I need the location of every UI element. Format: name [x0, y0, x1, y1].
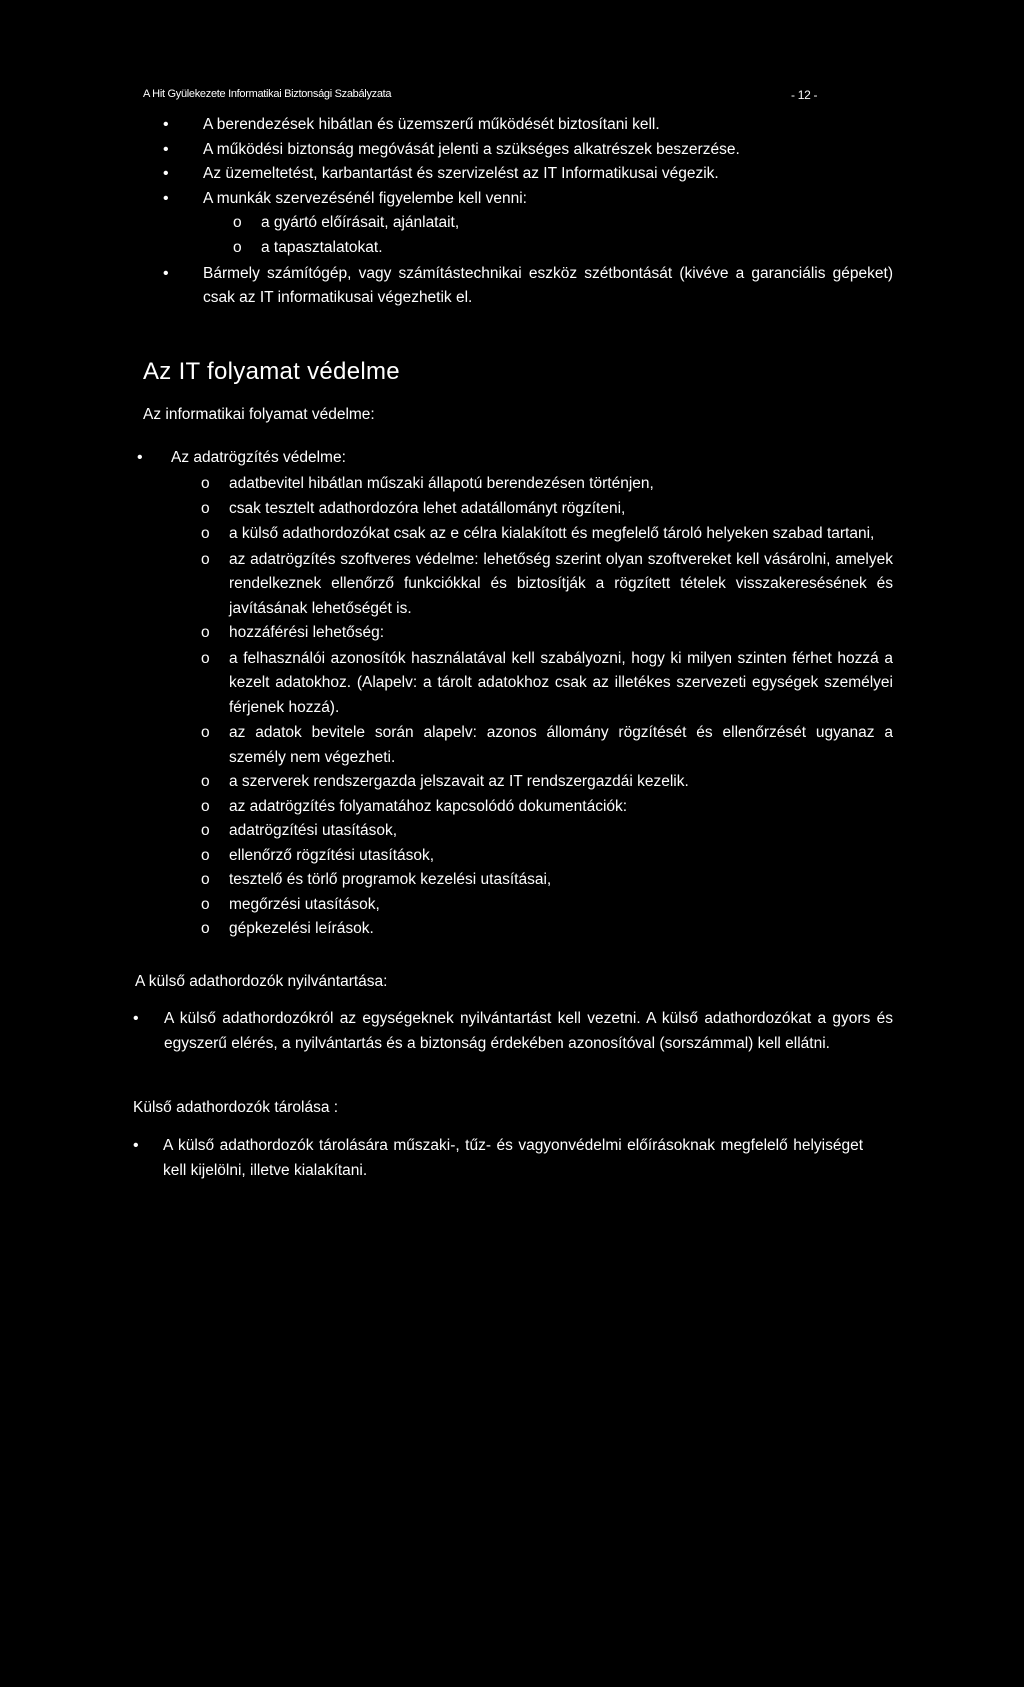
bullet-icon: •: [137, 449, 143, 466]
sub-bullet-icon: o: [201, 499, 210, 517]
sub-bullet-icon: o: [201, 822, 210, 839]
list-item-text: A működési biztonság megóvását jelenti a szükséges alkatrészek beszerzése.: [203, 140, 740, 158]
bullet-icon: •: [133, 1137, 139, 1154]
list-subitem: [137, 893, 893, 918]
sub-bullet-icon: o: [233, 238, 242, 256]
list-subitem-text: az adatok bevitele során alapelv: azonos állomány rögzítését és ellenőrzését ugyanaz a személy nem végezheti.: [229, 724, 893, 766]
sub-bullet-icon: o: [201, 525, 210, 542]
sub-bullet-icon: o: [201, 920, 210, 937]
sub-bullet-icon: o: [201, 871, 210, 888]
list-subitem: [137, 795, 893, 820]
top-list: [163, 113, 893, 311]
list-subitem-text: adatbevitel hibátlan műszaki állapotú berendezésen történjen,: [229, 475, 654, 492]
list-item: [133, 1007, 893, 1056]
sub-bullet-icon: o: [201, 475, 210, 492]
main-list: [137, 446, 893, 942]
sub-bullet-icon: o: [201, 846, 210, 864]
sub-bullet-icon: o: [201, 724, 210, 741]
list-item-text: A külső adathordozók tárolására műszaki-, tűz- és vagyonvédelmi előírásoknak megfelelő helyiséget kell kijelölni, illetve kialakítani.: [163, 1137, 863, 1179]
list-subitem: [137, 770, 893, 795]
page-number: - 12 -: [791, 88, 818, 102]
list-item: [163, 113, 893, 138]
list-subitem-text: az adatrögzítés folyamatához kapcsolódó dokumentációk:: [229, 797, 628, 815]
registry-label: A külső adathordozók nyilvántartása:: [135, 973, 388, 990]
sub-bullet-icon: o: [201, 649, 210, 667]
list-item-text: A berendezések hibátlan és üzemszerű működését biztosítani kell.: [203, 116, 660, 133]
list-subitem-text: tesztelő és törlő programok kezelési utasításai,: [229, 871, 552, 888]
list-subitem: [137, 522, 893, 547]
list-subitem: [137, 472, 893, 497]
section-heading: Az IT folyamat védelme: [143, 357, 400, 385]
list-subitem: [137, 548, 893, 622]
list-item-text: Bármely számítógép, vagy számítástechnikai eszköz szétbontását (kivéve a garanciális gépeket) csak az IT informatikusai végezhetik el.: [203, 264, 893, 306]
list-subitem-text: a gyártó előírásait, ajánlatait,: [261, 214, 460, 231]
list-subitem: [163, 211, 893, 236]
header-title: A Hit Gyülekezete Informatikai Biztonsági Szabályzata: [143, 88, 392, 100]
sub-bullet-icon: o: [201, 797, 210, 815]
bullet-icon: •: [163, 264, 169, 282]
list-subitem-text: a külső adathordozókat csak az e célra kialakított és megfelelő tároló helyeken szabad tartani,: [229, 525, 875, 542]
registry-list: [133, 1007, 893, 1056]
list-subitem-text: csak tesztelt adathordozóra lehet adatállományt rögzíteni,: [229, 499, 626, 517]
bullet-icon: •: [163, 189, 169, 207]
bullet-icon: •: [163, 165, 169, 182]
sub-bullet-icon: o: [233, 214, 242, 231]
list-subitem-text: az adatrögzítés szoftveres védelme: lehetőség szerint olyan szoftvereket kell vásárolni, amelyek rendelkeznek ellenőrző funkciókkal és biztosítják a rögzített tételek visszakeresésének és javításának lehetőségét is.: [229, 550, 893, 617]
list-subitem: [137, 647, 893, 721]
intro-label: Az informatikai folyamat védelme:: [143, 406, 375, 423]
list-item: [163, 262, 893, 311]
page-header: [143, 88, 1024, 100]
list-item: [163, 138, 893, 163]
list-subitem-text: adatrögzítési utasítások,: [229, 822, 398, 839]
list-item-text: A munkák szervezésénél figyelembe kell venni:: [203, 189, 527, 207]
list-subitem-text: gépkezelési leírások.: [229, 920, 374, 937]
sub-bullet-icon: o: [201, 773, 210, 790]
list-item: [133, 1134, 893, 1183]
list-subitem: [137, 819, 893, 844]
storage-label: Külső adathordozók tárolása :: [133, 1099, 339, 1116]
list-subitem: [163, 236, 893, 262]
list-subitem: [137, 497, 893, 522]
list-item-text: Az üzemeltetést, karbantartást és szervizelést az IT Informatikusai végezik.: [203, 165, 719, 182]
list-item-text: Az adatrögzítés védelme:: [171, 449, 346, 466]
list-subitem: [137, 621, 893, 646]
list-subitem: [137, 868, 893, 893]
list-item: [163, 187, 893, 212]
list-subitem-text: ellenőrző rögzítési utasítások,: [229, 846, 435, 864]
list-subitem: [137, 721, 893, 770]
sub-bullet-icon: o: [201, 624, 210, 641]
list-item: [137, 446, 893, 472]
list-subitem-text: a tapasztalatokat.: [261, 238, 383, 256]
sub-bullet-icon: o: [201, 550, 210, 568]
bullet-icon: •: [133, 1010, 139, 1027]
list-subitem-text: a szerverek rendszergazda jelszavait az IT rendszergazdái kezelik.: [229, 773, 689, 790]
storage-list: [133, 1134, 893, 1183]
list-subitem: [137, 917, 893, 942]
list-subitem-text: a felhasználói azonosítók használatával kell szabályozni, hogy ki milyen szinten férhet hozzá a kezelt adatokhoz. (Alapelv: a tárolt adatokhoz csak az illetékes szervezeti egységek személyei férjenek hozzá).: [229, 649, 893, 716]
sub-bullet-icon: o: [201, 895, 210, 913]
list-subitem-text: hozzáférési lehetőség:: [229, 624, 385, 641]
list-item: [163, 162, 893, 187]
list-item-text: A külső adathordozókról az egységeknek nyilvántartást kell vezetni. A külső adathordozókat a gyors és egyszerű elérés, a nyilvántartás és a biztonság érdekében azonosítóval (sorszámmal) kell ellátni.: [164, 1010, 893, 1052]
list-subitem: [137, 844, 893, 869]
bullet-icon: •: [163, 140, 169, 158]
bullet-icon: •: [163, 116, 169, 133]
list-subitem-text: megőrzési utasítások,: [229, 895, 380, 913]
